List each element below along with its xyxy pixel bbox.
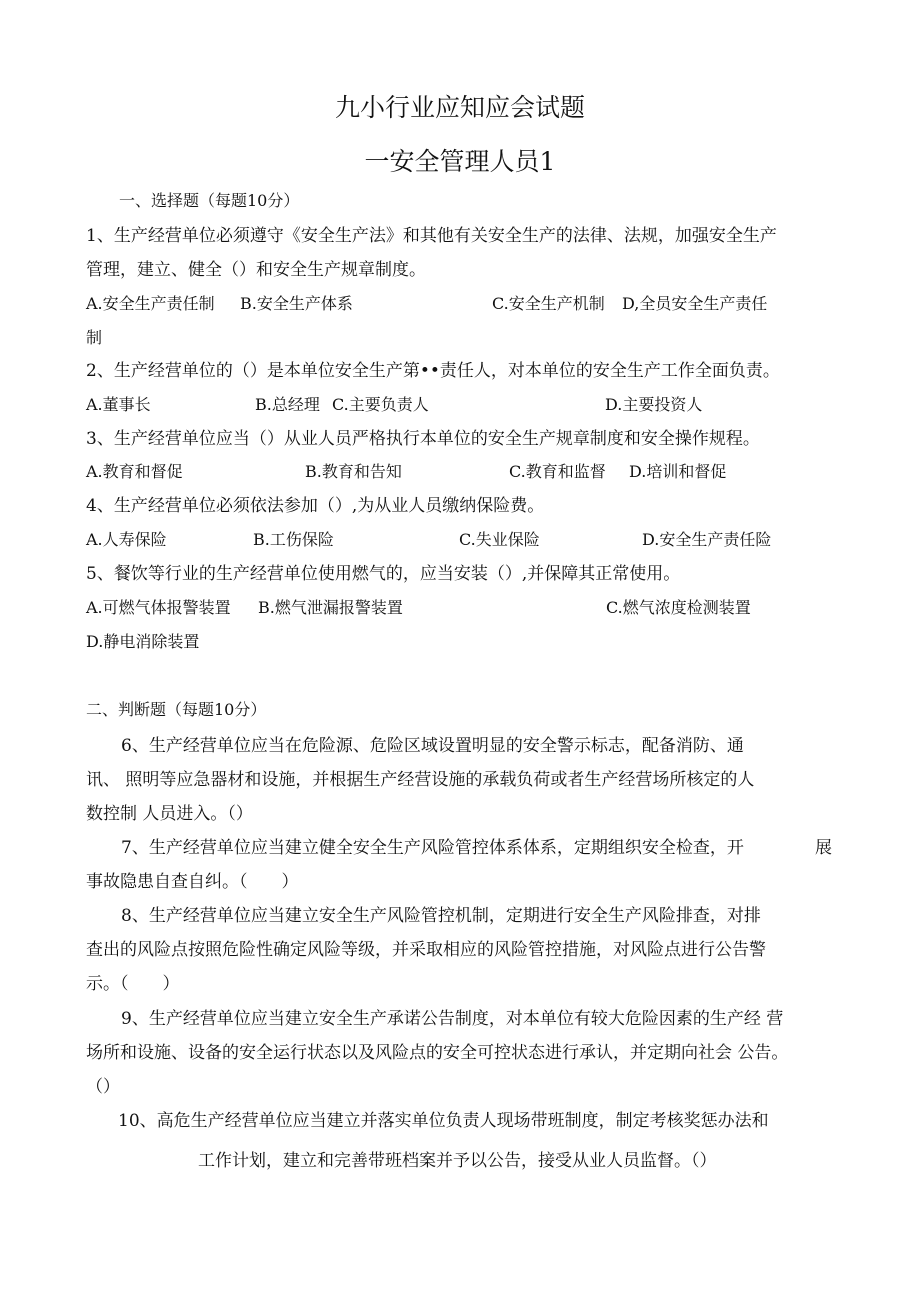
- question-2-option-c: C.主要负责人: [332, 395, 429, 414]
- question-3-option-c: C.教育和监督: [509, 462, 606, 481]
- question-2-option-d: D.主要投资人: [605, 395, 703, 414]
- document-title: 九小行业应知应会试题: [334, 93, 585, 122]
- question-8-line-3: 示。（ ）: [86, 974, 180, 994]
- question-5-line-1: 5、餐饮等行业的生产经营单位使用燃气的，应当安装（）,并保障其正常使用。: [86, 564, 681, 584]
- question-10-line-2: 工作计划，建立和完善带班档案并予以公告，接受从业人员监督。（）: [198, 1151, 717, 1171]
- question-7-line-1: 7、生产经营单位应当建立健全安全生产风险管控体系体系，定期组织安全检查，开: [121, 838, 744, 858]
- question-7-line-1-end: 展: [815, 838, 832, 858]
- question-5-option-b: B.燃气泄漏报警装置: [258, 598, 403, 617]
- question-1-option-d-wrap: 制: [86, 328, 103, 347]
- question-6-line-2: 讯、 照明等应急器材和设施，并根据生产经营设施的承载负荷或者生产经营场所核定的人: [86, 770, 755, 790]
- question-1-line-2: 管理，建立、健全（）和安全生产规章制度。: [86, 260, 426, 280]
- question-5-option-d: D.静电消除装置: [86, 632, 200, 651]
- question-3-line-1: 3、生产经营单位应当（）从业人员严格执行本单位的安全生产规章制度和安全操作规程。: [86, 429, 760, 449]
- question-3-option-a: A.教育和督促: [86, 462, 183, 481]
- question-9-line-1: 9、生产经营单位应当建立安全生产承诺公告制度，对本单位有较大危险因素的生产经 营: [121, 1009, 784, 1029]
- question-9-line-3: （）: [86, 1077, 120, 1097]
- question-3-option-d: D.培训和督促: [629, 462, 727, 481]
- question-2-option-b: B.总经理: [255, 395, 320, 414]
- question-2-option-a: A.董事长: [86, 395, 151, 414]
- question-4-line-1: 4、生产经营单位必须依法参加（）,为从业人员缴纳保险费。: [86, 496, 545, 516]
- question-1-option-a: A.安全生产责任制: [86, 294, 215, 313]
- question-7-line-2: 事故隐患自查自纠。（ ）: [86, 872, 299, 892]
- question-4-option-b: B.工伤保险: [253, 530, 334, 549]
- question-9-line-2: 场所和设施、设备的安全运行状态以及风险点的安全可控状态进行承认，并定期向社会 公告。: [86, 1043, 789, 1063]
- question-6-line-3: 数控制 人员进入。（）: [86, 804, 253, 824]
- question-8-line-2: 查出的风险点按照危险性确定风险等级，并采取相应的风险管控措施，对风险点进行公告警: [86, 940, 766, 960]
- question-4-option-a: A.人寿保险: [86, 530, 167, 549]
- question-4-option-c: C.失业保险: [459, 530, 540, 549]
- question-6-line-1: 6、生产经营单位应当在危险源、危险区域设置明显的安全警示标志，配备消防、通: [121, 736, 744, 756]
- question-5-option-a: A.可燃气体报警装置: [86, 598, 231, 617]
- question-1-option-c: C.安全生产机制: [492, 294, 605, 313]
- question-8-line-1: 8、生产经营单位应当建立安全生产风险管控机制，定期进行安全生产风险排查，对排: [121, 906, 761, 926]
- question-2-line-1: 2、生产经营单位的（）是本单位安全生产第••责任人，对本单位的安全生产工作全面负责。: [86, 361, 780, 381]
- section-2-heading: 二、判断题（每题10分）: [86, 700, 267, 719]
- question-1-option-d: D,全员安全生产责任: [622, 294, 768, 313]
- question-4-option-d: D.安全生产责任险: [642, 530, 772, 549]
- question-3-option-b: B.教育和告知: [305, 462, 402, 481]
- question-5-option-c: C.燃气浓度检测装置: [606, 598, 751, 617]
- document-subtitle: 一安全管理人员1: [364, 147, 556, 176]
- question-1-option-b: B.安全生产体系: [240, 294, 353, 313]
- question-1-line-1: 1、生产经营单位必须遵守《安全生产法》和其他有关安全生产的法律、法规，加强安全生产: [86, 226, 777, 246]
- question-10-line-1: 10、高危生产经营单位应当建立并落实单位负责人现场带班制度，制定考核奖惩办法和: [118, 1111, 769, 1131]
- section-1-heading: 一、选择题（每题10分）: [119, 191, 300, 210]
